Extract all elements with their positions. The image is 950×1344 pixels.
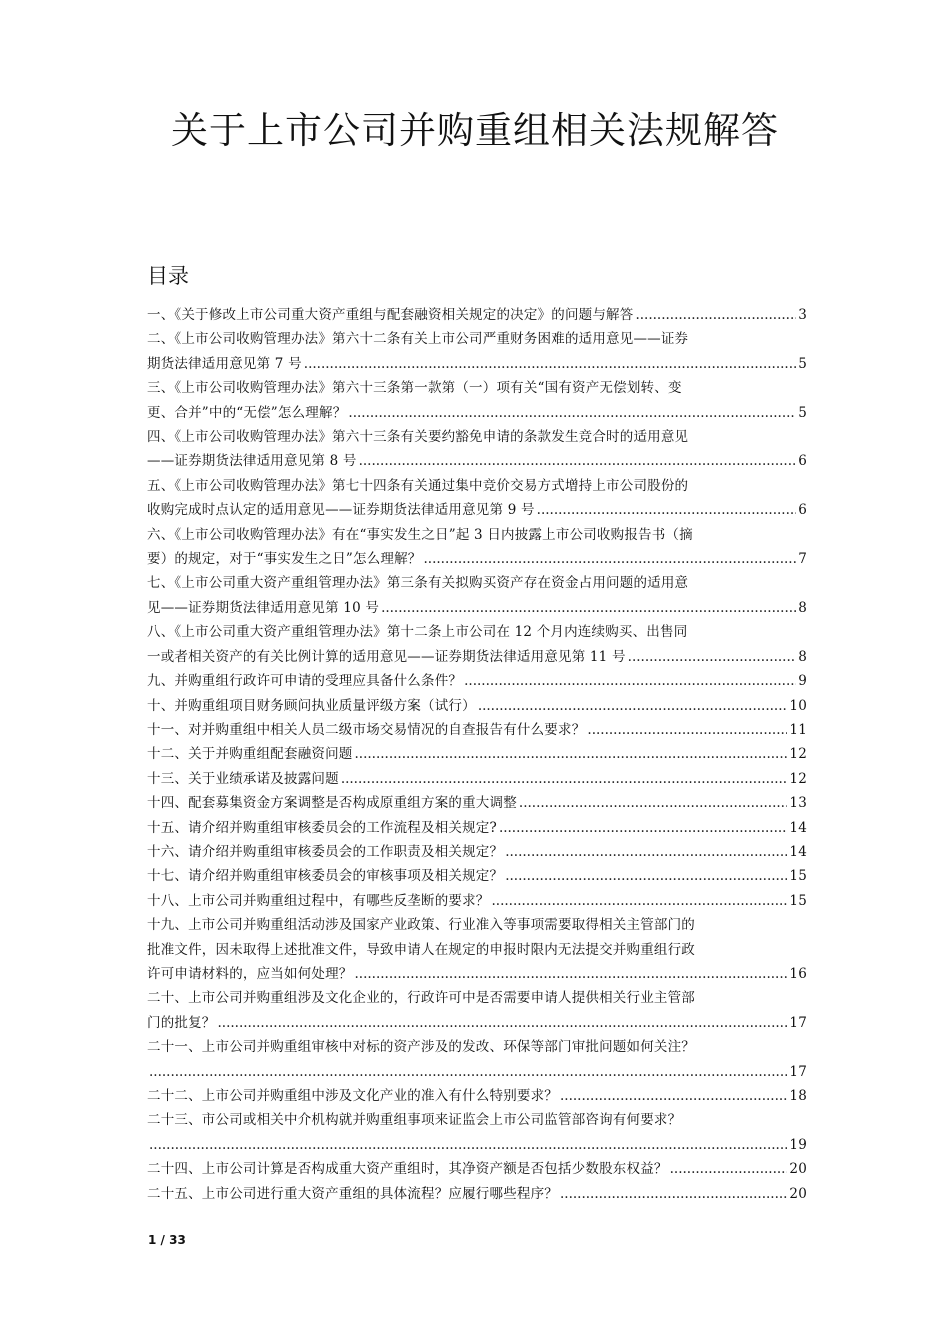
toc-page-number: 5: [798, 404, 807, 421]
toc-entry-text: 收购完成时点认定的适用意见——证券期货法律适用意见第 9 号: [147, 502, 535, 519]
dot-leader: [519, 791, 788, 815]
toc-entry-tail: [147, 840, 807, 864]
dot-leader: [341, 767, 788, 791]
dot-leader: [348, 401, 796, 425]
dot-leader: [505, 864, 787, 888]
toc-entry[interactable]: [147, 1182, 807, 1206]
toc-page-number: 18: [789, 1088, 807, 1104]
toc-page-number: 20: [789, 1161, 807, 1178]
toc-page-number: 8: [798, 599, 807, 616]
toc-page-number: 17: [789, 1014, 807, 1031]
toc-entry-text: 门的批复？: [147, 1014, 216, 1031]
toc-page-number: 5: [798, 355, 807, 372]
dot-leader: [355, 742, 788, 766]
toc-entry[interactable]: [147, 425, 807, 474]
toc-entry-text: 十六、请介绍并购重组审核委员会的工作职责及相关规定？: [147, 843, 504, 860]
toc-entry-tail: [147, 816, 807, 840]
toc-page-number: 12: [789, 770, 807, 787]
toc-page-number: 13: [789, 795, 807, 812]
dot-leader: [424, 547, 797, 571]
dot-leader: [587, 718, 787, 742]
toc-entry-tail: [147, 645, 807, 669]
toc-entry[interactable]: [147, 816, 807, 840]
dot-leader: [537, 498, 797, 522]
toc-page-number: 20: [789, 1185, 807, 1202]
toc-page-number: 7: [798, 551, 807, 568]
toc-entry[interactable]: [147, 620, 807, 669]
toc-entry-text: 许可申请材料的，应当如何处理？: [147, 965, 353, 982]
toc-entry[interactable]: [147, 1157, 807, 1181]
toc-entry-text: 十三、关于业绩承诺及披露问题: [147, 770, 339, 787]
toc-entry-tail: [147, 1182, 807, 1206]
toc-entry[interactable]: [147, 571, 807, 620]
toc-page-number: 16: [789, 965, 807, 982]
toc-entry[interactable]: [147, 840, 807, 864]
toc-entry-tail: [147, 1133, 807, 1157]
toc-page-number: 15: [789, 892, 807, 909]
toc-entry-tail: [147, 962, 807, 986]
toc-entry-text: 十八、上市公司并购重组过程中，有哪些反垄断的要求？: [147, 892, 490, 909]
toc-entry-text: 二十五、上市公司进行重大资产重组的具体流程？应履行哪些程序？: [147, 1185, 558, 1202]
toc-entry[interactable]: [147, 523, 807, 572]
toc-entry[interactable]: [147, 474, 807, 523]
toc-entry[interactable]: [147, 864, 807, 888]
dot-leader: [381, 596, 796, 620]
toc-entry-text: 二十二、上市公司并购重组中涉及文化产业的准入有什么特别要求？: [147, 1088, 558, 1104]
toc-entry-line: 二十、上市公司并购重组涉及文化企业的，行政许可中是否需要申请人提供相关行业主管部: [147, 990, 695, 1007]
toc-page-number: 14: [789, 819, 807, 836]
dot-leader: [359, 449, 797, 473]
toc-entry-text: 九、并购重组行政许可申请的受理应具备什么条件？: [147, 673, 463, 690]
toc-entry-text: 十二、关于并购重组配套融资问题: [147, 746, 353, 763]
dot-leader: [670, 1157, 788, 1181]
toc-page-number: 15: [789, 868, 807, 885]
toc-entry-text: 见——证券期货法律适用意见第 10 号: [147, 599, 380, 616]
toc-entry-line: 二十三、市公司或相关中介机构就并购重组事项来证监会上市公司监管部咨询有何要求？: [147, 1112, 682, 1129]
dot-leader: [149, 1060, 787, 1084]
toc-entry-text: 十五、请介绍并购重组审核委员会的工作流程及相关规定?: [147, 819, 497, 836]
toc-entry-text: 十一、对并购重组中相关人员二级市场交易情况的自查报告有什么要求？: [147, 721, 586, 738]
toc-entry[interactable]: [147, 767, 807, 791]
dot-leader: [505, 840, 787, 864]
toc-page-number: 11: [789, 721, 807, 738]
toc-entry[interactable]: [147, 986, 807, 1035]
toc-entry-tail: [147, 694, 807, 718]
toc-entry-line: 十九、上市公司并购重组活动涉及国家产业政策、行业准入等事项需要取得相关主管部门的: [147, 917, 695, 934]
toc-entry-tail: [147, 889, 807, 913]
toc-entry-tail: [147, 352, 807, 376]
toc-entry-tail: [147, 449, 807, 473]
toc-entry[interactable]: [147, 913, 807, 986]
dot-leader: [478, 694, 788, 718]
document-title: 关于上市公司并购重组相关法规解答: [171, 109, 779, 152]
dot-leader: [355, 962, 788, 986]
toc-page-number: 6: [798, 502, 807, 519]
toc-entry-tail: [147, 1060, 807, 1084]
toc-entry-tail: [147, 1084, 807, 1108]
toc-entry-tail: [147, 401, 807, 425]
toc-heading: 目录: [147, 264, 189, 288]
toc-entry-tail: [147, 1011, 807, 1035]
toc-page-number: 12: [789, 746, 807, 763]
toc-entry-tail: [147, 547, 807, 571]
toc-entry-tail: [147, 718, 807, 742]
toc-entry-tail: [147, 742, 807, 766]
toc-entry[interactable]: [147, 791, 807, 815]
toc-page-number: 17: [789, 1063, 807, 1080]
toc-entry-tail: [147, 791, 807, 815]
toc-entry-text: 要）的规定，对于“事实发生之日”怎么理解？: [147, 551, 422, 568]
dot-leader: [464, 669, 796, 693]
dot-leader: [304, 352, 796, 376]
table-of-contents: [147, 303, 807, 1206]
dot-leader: [560, 1182, 787, 1206]
toc-page-number: 14: [789, 843, 807, 860]
toc-entry-text: 一、《关于修改上市公司重大资产重组与配套融资相关规定的决定》的问题与解答: [147, 307, 634, 323]
toc-entry[interactable]: [147, 742, 807, 766]
toc-page-number: 10: [789, 697, 807, 714]
toc-page-number: 19: [789, 1136, 807, 1153]
toc-entry-text: 十七、请介绍并购重组审核委员会的审核事项及相关规定？: [147, 868, 504, 885]
toc-entry[interactable]: [147, 694, 807, 718]
toc-entry-line: 六、《上市公司收购管理办法》有在“事实发生之日”起 3 日内披露上市公司收购报告书（摘: [147, 526, 693, 543]
toc-entry-text: 更、合并”中的“无偿”怎么理解？: [147, 404, 347, 421]
toc-entry-tail: [147, 498, 807, 522]
toc-entry-tail: [147, 303, 807, 327]
toc-entry-text: 期货法律适用意见第 7 号: [147, 355, 302, 372]
toc-entry-line: 二十一、上市公司并购重组审核中对标的资产涉及的发改、环保等部门审批问题如何关注？: [147, 1039, 695, 1056]
toc-page-number: 3: [798, 307, 807, 323]
toc-entry[interactable]: [147, 669, 807, 693]
toc-entry-text: 二十四、上市公司计算是否构成重大资产重组时，其净资产额是否包括少数股东权益？: [147, 1161, 668, 1178]
toc-entry-line: 二、《上市公司收购管理办法》第六十二条有关上市公司严重财务困难的适用意见——证券: [147, 331, 689, 348]
toc-entry-line: 八、《上市公司重大资产重组管理办法》第十二条上市公司在 12 个月内连续购买、出售同: [147, 624, 688, 641]
toc-entry[interactable]: [147, 889, 807, 913]
toc-entry[interactable]: [147, 718, 807, 742]
dot-leader: [149, 1133, 787, 1157]
toc-entry-line: 三、《上市公司收购管理办法》第六十三条第一款第（一）项有关“国有资产无偿划转、变: [147, 380, 682, 397]
toc-entry[interactable]: [147, 1035, 807, 1084]
toc-entry[interactable]: [147, 1108, 807, 1157]
toc-entry[interactable]: [147, 327, 807, 376]
dot-leader: [492, 889, 788, 913]
toc-entry-line: 七、《上市公司重大资产重组管理办法》第三条有关拟购买资产存在资金占用问题的适用意: [147, 575, 689, 592]
toc-entry-tail: [147, 864, 807, 888]
toc-entry-tail: [147, 1157, 807, 1181]
toc-entry[interactable]: [147, 303, 807, 327]
toc-entry-text: ——证券期货法律适用意见第 8 号: [147, 453, 357, 470]
dot-leader: [560, 1084, 787, 1108]
toc-entry-tail: [147, 596, 807, 620]
dot-leader: [635, 303, 796, 327]
toc-page-number: 8: [798, 648, 807, 665]
toc-page-number: 6: [798, 453, 807, 470]
toc-entry-text: 十、并购重组项目财务顾问执业质量评级方案（试行）: [147, 697, 476, 714]
toc-entry[interactable]: [147, 376, 807, 425]
dot-leader: [628, 645, 797, 669]
toc-page-number: 9: [798, 673, 807, 690]
toc-entry-line: 批准文件，因未取得上述批准文件，导致申请人在规定的申报时限内无法提交并购重组行政: [147, 941, 695, 958]
toc-entry-text: 一或者相关资产的有关比例计算的适用意见——证券期货法律适用意见第 11 号: [147, 648, 626, 665]
toc-entry-line: 四、《上市公司收购管理办法》第六十三条有关要约豁免申请的条款发生竞合时的适用意见: [147, 429, 689, 446]
toc-entry-line: 五、《上市公司收购管理办法》第七十四条有关通过集中竞价交易方式增持上市公司股份的: [147, 477, 689, 494]
dot-leader: [499, 816, 787, 840]
toc-entry-text: 十四、配套募集资金方案调整是否构成原重组方案的重大调整: [147, 795, 517, 812]
dot-leader: [218, 1011, 788, 1035]
page-number: 1 / 33: [148, 1233, 186, 1247]
toc-entry-tail: [147, 767, 807, 791]
toc-entry[interactable]: [147, 1084, 807, 1108]
toc-entry-tail: [147, 669, 807, 693]
